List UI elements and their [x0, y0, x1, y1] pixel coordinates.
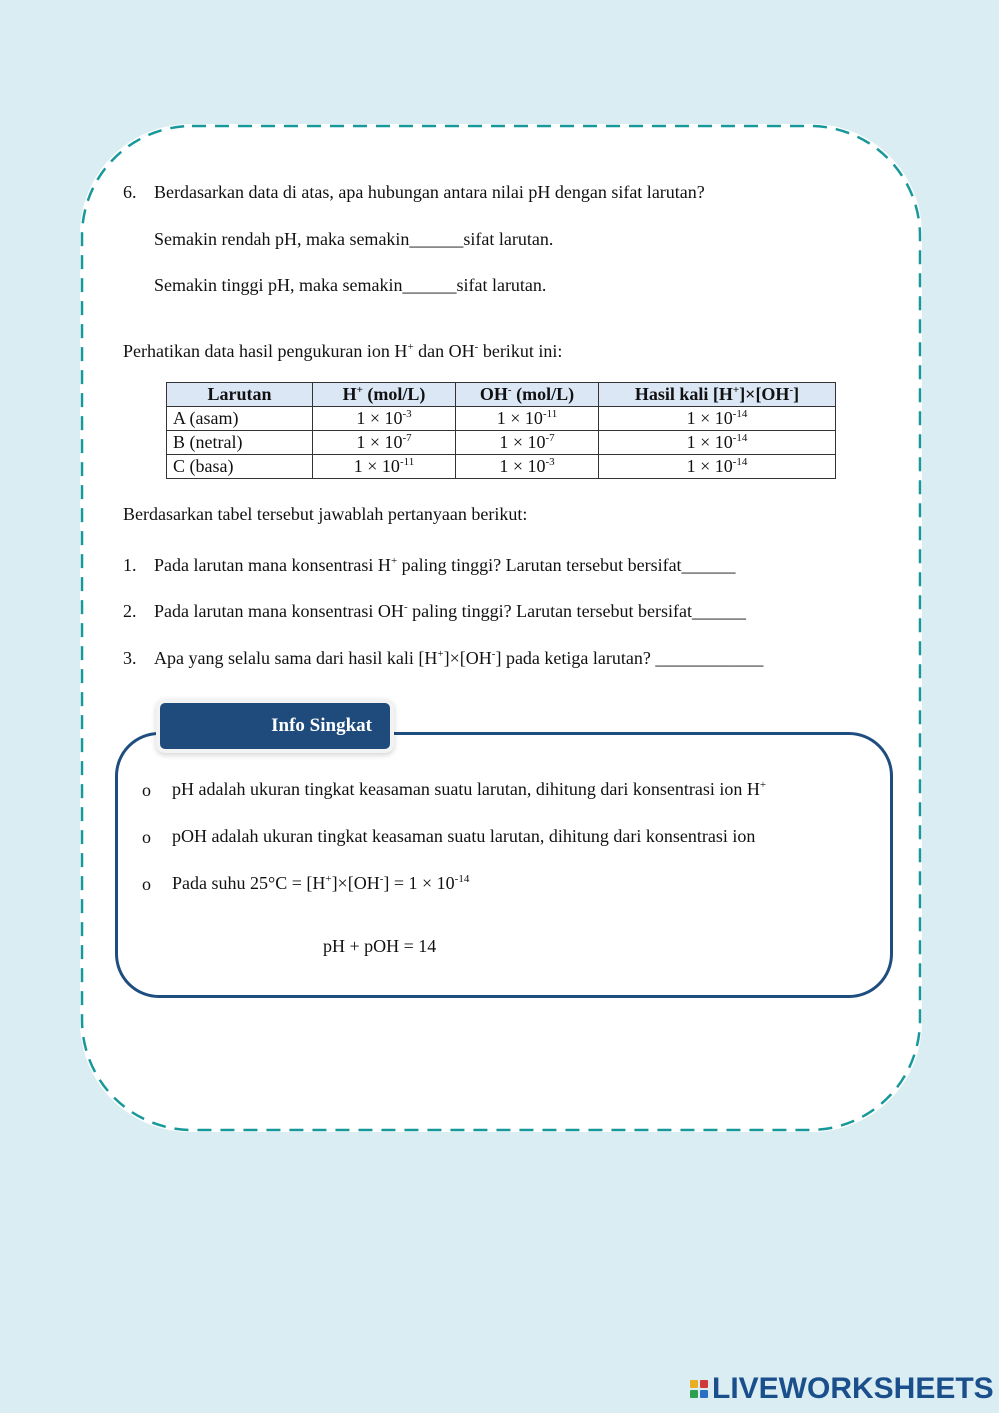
question-2-text: Pada larutan mana konsentrasi OH- paling tinggi? Larutan tersebut bersifat______ — [154, 601, 747, 621]
question-2-number: 2. — [123, 601, 137, 621]
bullet-2: o — [142, 827, 151, 847]
cell-larutan: A (asam) — [167, 407, 313, 431]
question-6-line-1: Semakin rendah pH, maka semakin______sifat larutan. — [154, 229, 554, 249]
info-item-1: pH adalah ukuran tingkat keasaman suatu larutan, dihitung dari konsentrasi ion H+ — [172, 779, 767, 799]
table-row — [167, 407, 836, 431]
cell-oh: $1 \times 10^{-7}$ — [456, 431, 599, 455]
liveworksheets-logo — [690, 1372, 994, 1406]
cell-product: $1 \times 10^{-14}$ — [599, 431, 836, 455]
header-hasil-kali: Hasil kali [H+]×[OH-] — [599, 383, 836, 407]
table-header-row — [167, 383, 836, 407]
cell-h: $1 \times 10^{-3}$ — [313, 407, 456, 431]
ion-concentration-table — [166, 382, 836, 479]
table-row — [167, 455, 836, 479]
question-6-line-2: Semakin tinggi pH, maka semakin______sifat larutan. — [154, 275, 547, 295]
header-h: H+ (mol/L) — [313, 383, 456, 407]
question-3-number: 3. — [123, 648, 137, 668]
cell-product: $1 \times 10^{-14}$ — [599, 455, 836, 479]
cell-oh: $1 \times 10^{-3}$ — [456, 455, 599, 479]
cell-h: $1 \times 10^{-7}$ — [313, 431, 456, 455]
question-6-number: 6. — [123, 182, 137, 202]
info-box — [115, 732, 893, 998]
info-item-2: pOH adalah ukuran tingkat keasaman suatu larutan, dihitung dari konsentrasi ion — [172, 826, 756, 846]
question-1-text: Pada larutan mana konsentrasi H+ paling tinggi? Larutan tersebut bersifat______ — [154, 555, 736, 575]
questions-intro: Berdasarkan tabel tersebut jawablah pertanyaan berikut: — [123, 504, 528, 524]
cell-oh: $1 \times 10^{-11}$ — [456, 407, 599, 431]
logo-grid-icon — [690, 1380, 708, 1398]
header-oh: OH- (mol/L) — [456, 383, 599, 407]
cell-h: $1 \times 10^{-11}$ — [313, 455, 456, 479]
info-formula: pH + pOH = 14 — [323, 936, 437, 956]
cell-larutan: B (netral) — [167, 431, 313, 455]
logo-text: LIVEWORKSHEETS — [712, 1372, 994, 1405]
bullet-3: o — [142, 874, 151, 894]
table-intro: Perhatikan data hasil pengukuran ion H+ dan OH- berikut ini: — [123, 341, 563, 361]
header-larutan: Larutan — [167, 383, 313, 407]
question-3-text: Apa yang selalu sama dari hasil kali [H+]×[OH-] pada ketiga larutan? ____________ — [154, 648, 764, 668]
question-1-number: 1. — [123, 555, 137, 575]
question-6-text: Berdasarkan data di atas, apa hubungan antara nilai pH dengan sifat larutan? — [154, 182, 705, 202]
cell-larutan: C (basa) — [167, 455, 313, 479]
table-row — [167, 431, 836, 455]
info-title-tab: Info Singkat — [160, 703, 390, 749]
info-item-3: Pada suhu $25^\circ C = [H^+]\times[OH^-] = 1 \times 10^{-14}$ — [172, 873, 470, 893]
bullet-1: o — [142, 780, 151, 800]
cell-product: $1 \times 10^{-14}$ — [599, 407, 836, 431]
